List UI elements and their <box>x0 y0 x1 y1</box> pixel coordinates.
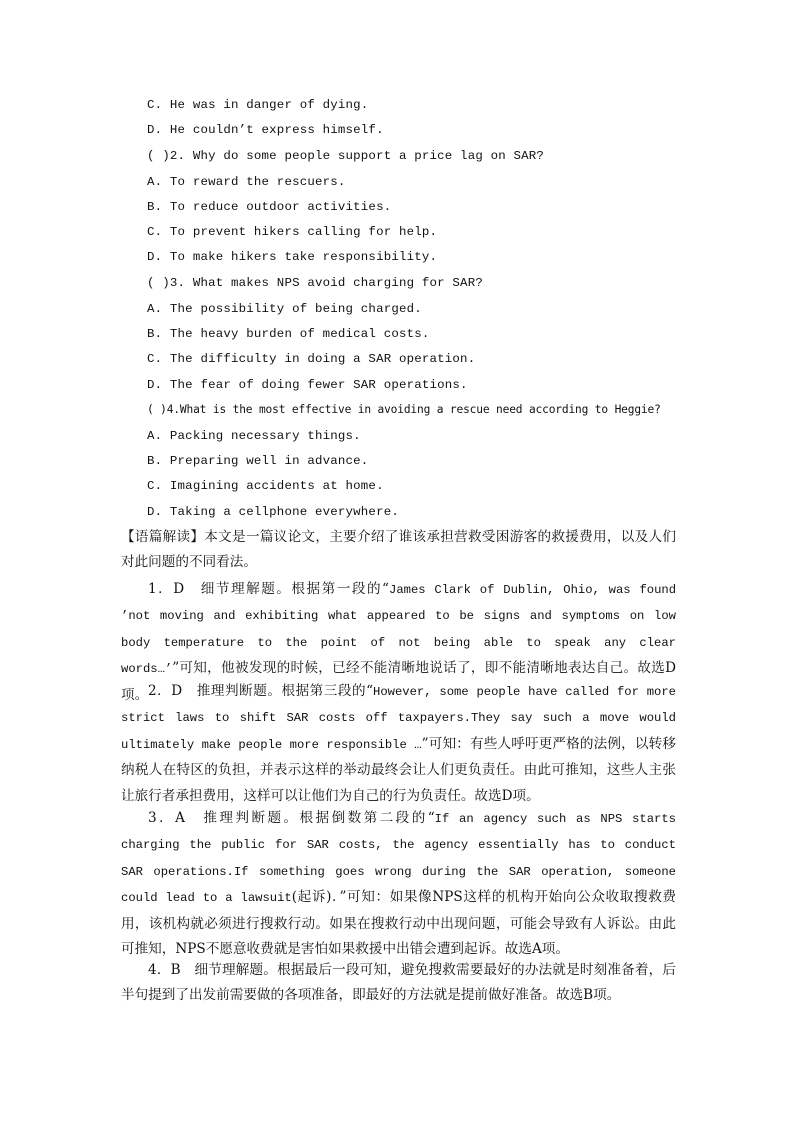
q2-option-d: D. To make hikers take responsibility. <box>147 250 438 264</box>
q4-option-d: D. Taking a cellphone everywhere. <box>147 505 399 519</box>
answer-3 <box>121 806 676 962</box>
answer-2-tail: ”可知：有些人呼吁更严格的法例，以转移纳税人在特区的负担，并表示这样的举动最终会让人们更负责任。由此可推知，这些人主张让旅行者承担费用，这样可以让他们为自己的行为负责任。故选D项。 <box>121 735 676 804</box>
q3-option-a: A. The possibility of being charged. <box>147 302 422 316</box>
answer-3-head: 3．A 推理判断题。根据倒数第二段的“ <box>148 810 435 826</box>
q3-option-d: D. The fear of doing fewer SAR operations. <box>147 378 468 392</box>
q1-option-d: D. He couldn’t express himself. <box>147 123 384 137</box>
answer-1-quote: James Clark of Dublin, Ohio, was found ’not moving and exhibiting what appeared to be signs and symptoms on low body temperature to the point of not being able to speak any clear words…’ <box>121 583 677 677</box>
q2-option-c: C. To prevent hikers calling for help. <box>147 225 438 239</box>
q4-option-a: A. Packing necessary things. <box>147 429 361 443</box>
q1-option-c: C. He was in danger of dying. <box>147 98 369 112</box>
answer-2-quote: However, some people have called for more strict laws to shift SAR costs off taxpayers.They say such a move would ultimately make people more responsible … <box>121 685 676 752</box>
answer-4-head: 4．B 细节理解题。根据最后一段可知，避免搜救需要最好的办法就是时刻准备着，后半句提到了出发前需要做的各项准备，即最好的方法就是提前做好准备。故选B项。 <box>121 962 676 1004</box>
analysis-heading: 【语篇解读】本文是一篇议论文，主要介绍了谁该承担营救受困游客的救援费用，以及人们对此问题的不同看法。 <box>121 529 676 571</box>
answer-1-tail: ”可知，他被发现的时候，已经不能清晰地说话了，即不能清晰地表达自己。故选D项。 <box>121 660 676 703</box>
question-2-stem: ( )2. Why do some people support a price lag on SAR? <box>147 149 545 163</box>
q3-option-b: B. The heavy burden of medical costs. <box>147 327 430 341</box>
answer-2-head: 2．D 推理判断题。根据第三段的“ <box>148 683 374 699</box>
q4-option-c: C. Imagining accidents at home. <box>147 479 384 493</box>
q2-option-b: B. To reduce outdoor activities. <box>147 200 392 214</box>
answer-4 <box>121 958 676 1009</box>
answer-2 <box>121 679 676 809</box>
question-4-stem: ( )4.What is the most effective in avoiding a rescue need according to Heggie? <box>147 403 661 416</box>
q2-option-a: A. To reward the rescuers. <box>147 175 346 189</box>
answer-1-head: 1．D 细节理解题。根据第一段的“ <box>148 581 390 597</box>
answer-3-tail: (起诉)．”可知：如果像NPS这样的机构开始向公众收取搜救费用，该机构就必须进行搜救行动。如果在搜救行动中出现问题，可能会导致有人诉讼。由此可推知，NPS不愿意收费就是害怕如果救援中出错会遭到起诉。故选A项。 <box>121 889 677 958</box>
q4-option-b: B. Preparing well in advance. <box>147 454 369 468</box>
question-3-stem: ( )3. What makes NPS avoid charging for SAR? <box>147 276 483 290</box>
q3-option-c: C. The difficulty in doing a SAR operation. <box>147 352 476 366</box>
answer-3-quote: If an agency such as NPS starts charging the public for SAR costs, the agency essentially has to conduct SAR operations.If something goes wrong during the SAR operation, someone could lead to a lawsuit <box>121 812 676 906</box>
